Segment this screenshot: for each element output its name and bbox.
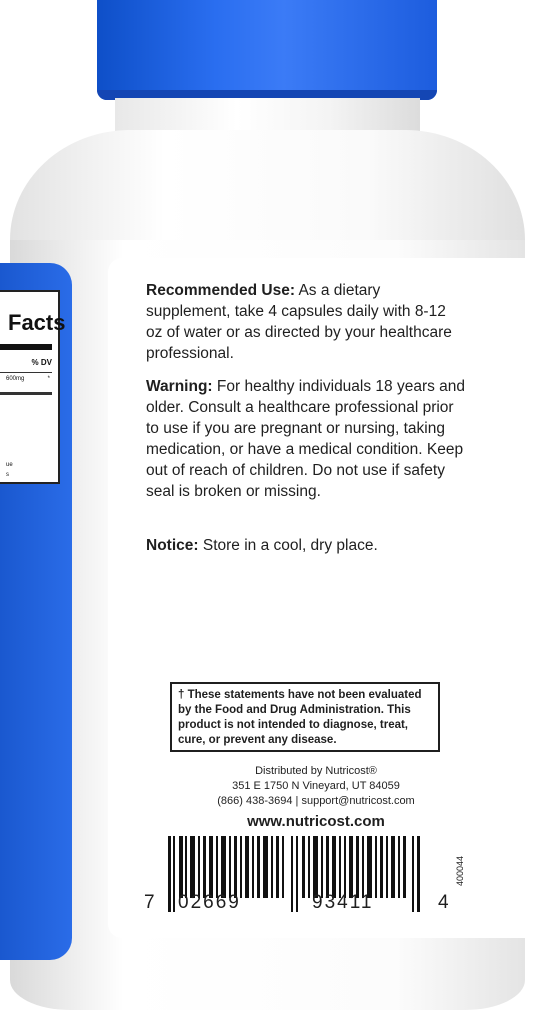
notice <box>146 535 466 556</box>
fda-disclaimer: † These statements have not been evaluated by the Food and Drug Administration. This product is not intended to diagnose, treat, cure, or prevent any disease. <box>170 682 440 752</box>
recommended-heading: Recommended Use: <box>146 282 296 299</box>
warning-text: For healthy individuals 18 years and older. Consult a healthcare professional prior to use if you are pregnant or nursing, taking medication, or have a medical condition. Keep out of reach of children. Do not use if safety seal is broken or missing. <box>146 378 466 500</box>
distributor-address: 351 E 1750 N Vineyard, UT 84059 <box>232 780 400 792</box>
facts-footnote-2: s <box>6 472 9 478</box>
distributor-contact: (866) 438-3694 | support@nutricost.com <box>217 795 415 807</box>
distributor-name: Distributed by Nutricost® <box>255 765 377 777</box>
facts-asterisk: * <box>47 376 50 382</box>
barcode-digits-left: 02669 <box>178 892 241 913</box>
facts-dv-header: % DV <box>31 358 52 367</box>
facts-footnote: ue <box>6 462 13 468</box>
facts-rule <box>0 372 52 373</box>
supplement-facts-box <box>0 290 66 484</box>
notice-text: Store in a cool, dry place. <box>198 537 378 554</box>
facts-rule-thick <box>0 392 52 395</box>
website-url: www.nutricost.com <box>247 813 385 830</box>
warning-heading: Warning: <box>146 378 213 395</box>
barcode-digit-first: 7 <box>144 892 155 913</box>
barcode-digit-last: 4 <box>438 892 449 913</box>
recommended-use <box>146 280 466 364</box>
warning <box>146 376 466 502</box>
recommended-text: As a dietary supplement, take 4 capsules daily with 8-12 oz of water or as directed by your healthcare professional. <box>146 282 452 362</box>
facts-divider <box>0 344 52 350</box>
facts-title: Facts <box>8 310 66 335</box>
facts-amount: 600mg <box>6 376 25 382</box>
side-code: 400044 <box>455 855 465 886</box>
barcode-digits-right: 93411 <box>312 892 374 913</box>
notice-heading: Notice: <box>146 537 199 554</box>
bottle-cap <box>97 0 437 100</box>
